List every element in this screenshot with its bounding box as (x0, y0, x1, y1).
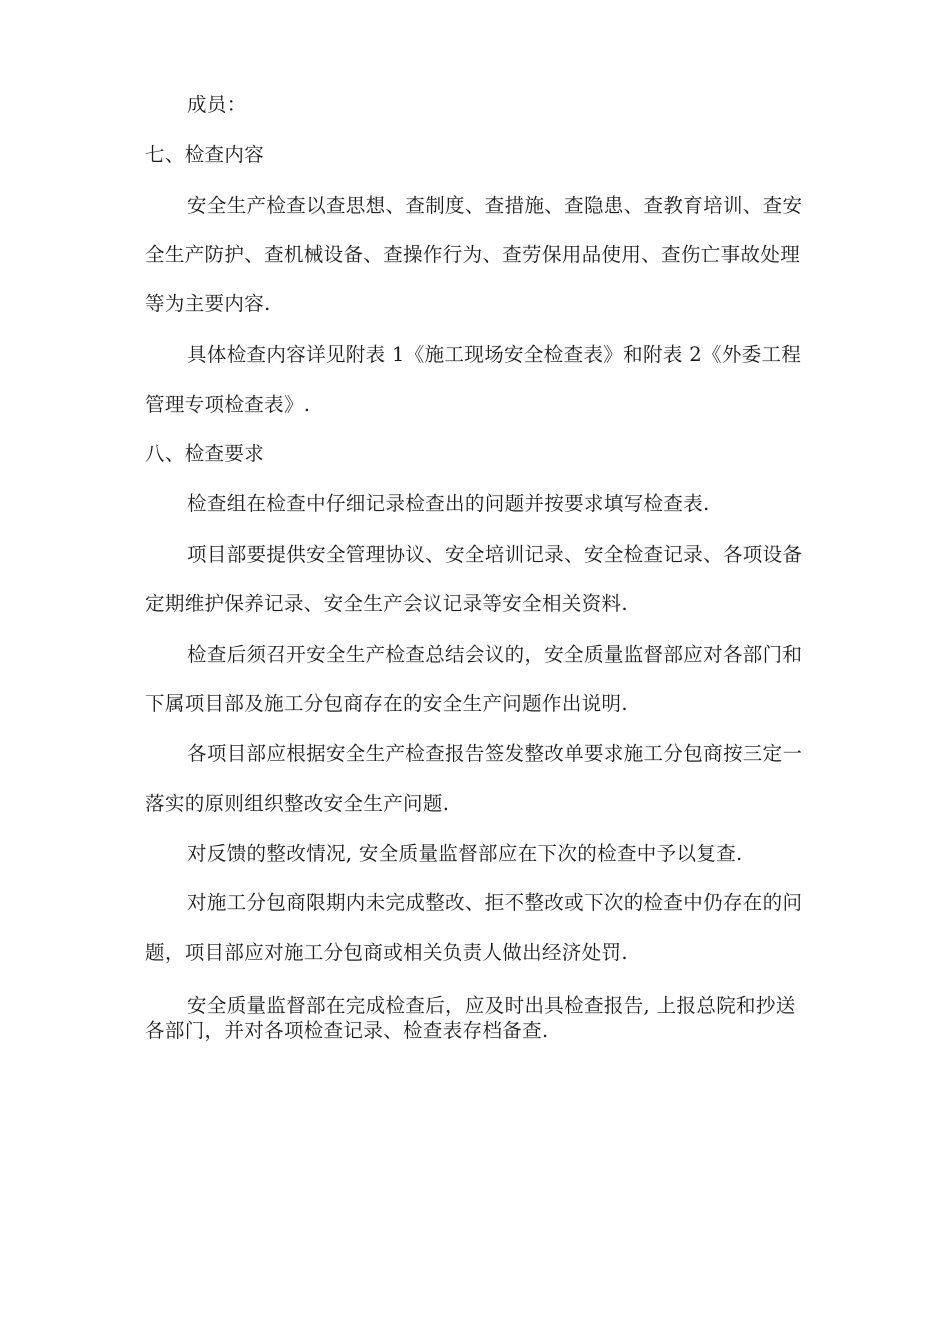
paragraph-line: 安全生产检查以查思想、查制度、查措施、查隐患、查教育培训、查安 (187, 194, 803, 217)
paragraph-line: 定期维护保养记录、安全生产会议记录等安全相关资料. (145, 592, 628, 615)
paragraph-line: 检查后须召开安全生产检查总结会议的，安全质量监督部应对各部门和 (187, 643, 803, 666)
paragraph-line: 等为主要内容. (145, 292, 271, 315)
paragraph-line: 下属项目部及施工分包商存在的安全生产问题作出说明. (145, 692, 628, 715)
paragraph-line: 管理专项检查表》. (145, 393, 311, 416)
paragraph-line: 题，项目部应对施工分包商或相关负责人做出经济处罚. (145, 941, 628, 964)
section-heading-8: 八、检查要求 (145, 442, 265, 465)
paragraph-line: 落实的原则组织整改安全生产问题. (145, 792, 450, 815)
paragraph-line: 各项目部应根据安全生产检查报告签发整改单要求施工分包商按三定一 (187, 742, 803, 765)
text-line-members: 成员： (187, 93, 247, 116)
paragraph-line: 全生产防护、查机械设备、查操作行为、查劳保用品使用、查伤亡事故处理 (145, 243, 801, 266)
paragraph-line: 项目部要提供安全管理协议、安全培训记录、安全检查记录、各项设备 (187, 543, 803, 566)
section-heading-7: 七、检查内容 (145, 143, 265, 166)
paragraph-line: 各部门，并对各项检查记录、检查表存档备查. (145, 1019, 549, 1042)
paragraph-line: 对施工分包商限期内未完成整改、拒不整改或下次的检查中仍存在的问 (187, 891, 803, 914)
paragraph-line: 检查组在检查中仔细记录检查出的问题并按要求填写检查表. (187, 492, 710, 515)
paragraph-line: 对反馈的整改情况, 安全质量监督部应在下次的检查中予以复查. (187, 842, 743, 865)
paragraph-line: 具体检查内容详见附表 1《施工现场安全检查表》和附表 2《外委工程 (187, 343, 802, 366)
paragraph-line: 安全质量监督部在完成检查后，应及时出具检查报告, 上报总院和抄送 (187, 994, 796, 1017)
